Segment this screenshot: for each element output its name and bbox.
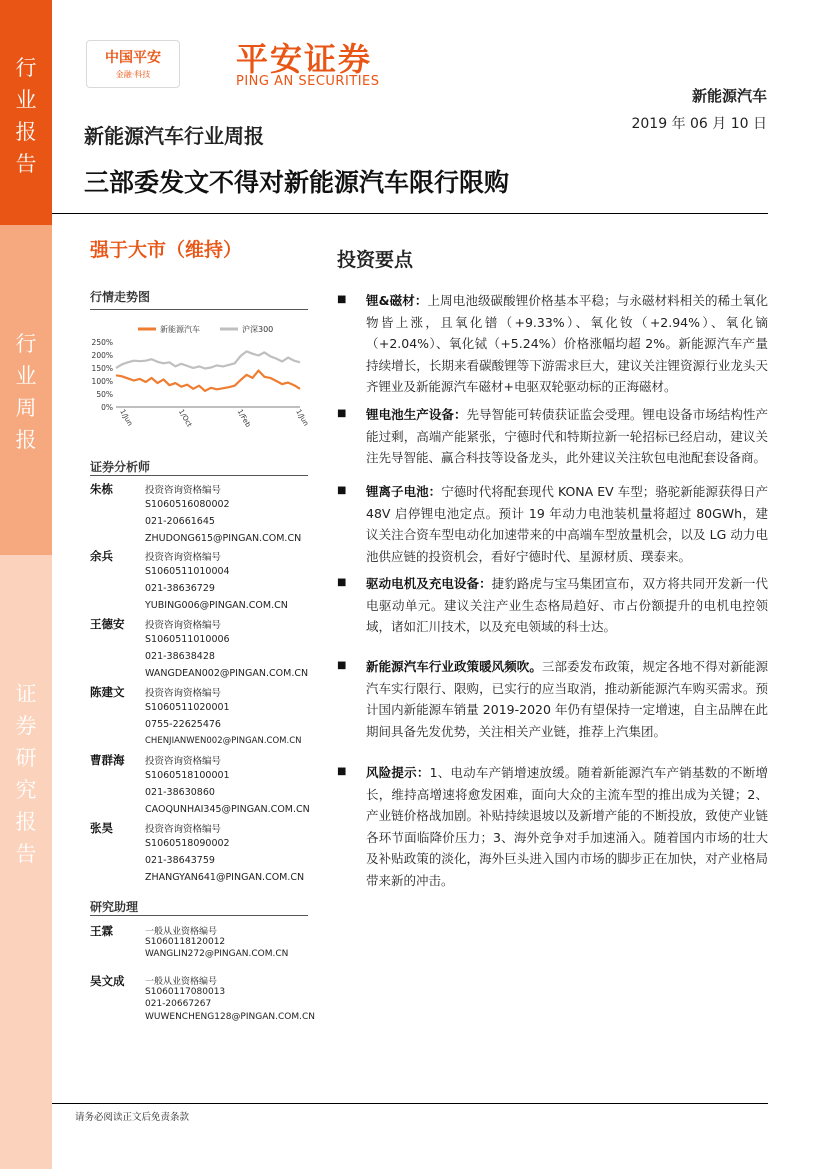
footer-disclaimer: 请务必阅读正文后免责条款	[75, 1112, 190, 1123]
bullet-icon: ■	[337, 766, 347, 777]
analyst-email: CAOQUNHAI345@PINGAN.COM.CN	[145, 804, 310, 815]
title-divider	[52, 213, 768, 214]
brand-name-en: PING AN SECURITIES	[236, 74, 380, 89]
page-title: 三部委发文不得对新能源汽车限行限购	[84, 168, 510, 197]
y-tick-label: 0%	[101, 403, 113, 412]
analyst-phone: 0755-22625476	[145, 719, 221, 730]
analyst-name: 陈建文	[90, 685, 125, 699]
analyst-email: ZHANGYAN641@PINGAN.COM.CN	[145, 872, 305, 883]
investment-point	[366, 404, 768, 469]
assistant-info-line: S1060118120012	[145, 936, 226, 947]
industry-tag: 新能源汽车	[691, 87, 767, 105]
analyst-name: 朱栋	[90, 482, 113, 496]
analyst-license-label: 投资咨询资格编号	[145, 688, 222, 699]
investment-point-text: 三部委发布政策，规定各地不得对新能源汽车实行限行、限购，已实行的应当取消，推动新能源汽车购买需求。预计国内新能源车销量 2019-2020 年仍有望保持一定增速，自主品牌在此期间具备先发优势，关注相关产业链，推荐上汽集团。	[366, 659, 768, 739]
analyst-email: WANGDEAN002@PINGAN.COM.CN	[145, 668, 309, 679]
y-tick-label: 150%	[91, 364, 113, 373]
report-type: 新能源汽车行业周报	[84, 124, 264, 148]
report-date: 2019 年 06 月 10 日	[631, 116, 767, 132]
analyst-license: S1060518100001	[145, 770, 230, 781]
analyst-phone: 021-38643759	[145, 855, 215, 866]
footer-divider	[52, 1103, 768, 1104]
rating: 强于大市（维持）	[90, 239, 243, 261]
market-chart-heading: 行情走势图	[90, 290, 151, 304]
analyst-email: ZHUDONG615@PINGAN.COM.CN	[145, 533, 302, 544]
divider	[90, 309, 308, 310]
analyst-license: S1060516080002	[145, 499, 230, 510]
assistant-info-line: 021-20667267	[145, 999, 212, 1009]
y-tick-label: 200%	[91, 351, 113, 360]
assistant-name: 王霖	[90, 924, 113, 938]
bullet-icon: ■	[337, 294, 347, 305]
analyst-license-label: 投资咨询资格编号	[145, 756, 222, 767]
assistant-info-line: 一般从业资格编号	[145, 927, 218, 937]
y-tick-label: 250%	[91, 338, 113, 347]
series-line	[116, 371, 300, 391]
analyst-name: 王德安	[90, 617, 125, 631]
y-tick-label: 100%	[91, 377, 113, 386]
pingan-logo	[86, 40, 180, 88]
investment-point	[366, 290, 768, 398]
analysts-heading: 证券分析师	[90, 460, 151, 474]
investment-point	[366, 573, 768, 638]
divider	[90, 915, 308, 916]
analyst-phone: 021-38630860	[145, 787, 215, 798]
analyst-license-label: 投资咨询资格编号	[145, 485, 222, 496]
analyst-email: YUBING006@PINGAN.COM.CN	[145, 600, 288, 611]
analyst-email: CHENJIANWEN002@PINGAN.COM.CN	[145, 736, 302, 746]
x-tick-label: 1/Oct	[176, 408, 194, 429]
bullet-icon: ■	[337, 660, 347, 671]
investment-point-label: 新能源汽车行业政策暖风频吹。	[366, 659, 542, 674]
analyst-name: 张昊	[90, 821, 113, 835]
investment-point-text: 上周电池级碳酸锂价格基本平稳；与永磁材料相关的稀土氧化物皆上涨，且氧化镨（+9.33%）、氧化钕（+2.94%）、氧化镝（+2.04%）、氧化铽（+5.24%）价格涨幅均超 2%。新能源汽车产量持续增长，长期来看碳酸锂等下游需求巨大，建议关注锂资源行业龙头天齐锂业及新能源汽车磁材+电驱双轮驱动标的正海磁材。	[366, 293, 768, 394]
analyst-license: S1060511020001	[145, 702, 230, 713]
divider	[90, 475, 308, 476]
x-tick-label: 1/Jun	[294, 408, 310, 428]
analyst-license-label: 投资咨询资格编号	[145, 552, 222, 563]
market-trend-chart	[86, 315, 310, 440]
analyst-license-label: 投资咨询资格编号	[145, 824, 222, 835]
legend-label: 新能源汽车	[160, 325, 200, 334]
sidebar-label-report: 行 业 报 告	[15, 56, 37, 176]
y-tick-label: 50%	[96, 390, 113, 399]
investment-point-label: 锂&磁材：	[366, 293, 428, 308]
assistant-name: 吴文成	[90, 974, 125, 988]
investment-point	[366, 762, 768, 891]
assistant-info-line: WUWENCHENG128@PINGAN.COM.CN	[145, 1011, 315, 1022]
investment-point-label: 锂电池生产设备：	[366, 407, 467, 422]
analyst-name: 曹群海	[90, 753, 125, 767]
sidebar-label-research: 证 券 研 究 报 告	[15, 682, 37, 866]
assistant-info-line: S1060117080013	[145, 986, 226, 997]
analyst-license: S1060518090002	[145, 838, 230, 849]
investment-point-text: 先导智能可转债获证监会受理。锂电设备市场结构性产能过剩，高端产能紧张，宁德时代和特斯拉新一轮招标已经启动，建议关注先导智能、赢合科技等设备龙头，此外建议关注软包电池配套设备商。	[366, 407, 768, 465]
analyst-phone: 021-38636729	[145, 583, 215, 594]
series-line	[116, 351, 300, 368]
analyst-license-label: 投资咨询资格编号	[145, 620, 222, 631]
legend-label: 沪深300	[242, 325, 274, 334]
investment-point-text: 1、电动车产销增速放缓。随着新能源汽车产销基数的不断增长，维持高增速将愈发困难，面向大众的主流车型的推出成为关键；2、产业链价格战加剧。补贴持续退坡以及新增产能的不断投放，致使产业链各环节面临降价压力；3、海外竞争对手加速涌入。随着国内市场的壮大及补贴政策的淡化，海外巨头进入国内市场的脚步正在加快，对产业格局带来新的冲击。	[366, 765, 768, 888]
analyst-license: S1060511010004	[145, 566, 230, 577]
assistant-info-line: WANGLIN272@PINGAN.COM.CN	[145, 949, 289, 959]
logo-sub-text: 金融·科技	[115, 70, 151, 79]
analyst-phone: 021-38638428	[145, 651, 215, 662]
analyst-phone: 021-20661645	[145, 516, 215, 527]
sidebar-label-weekly: 行 业 周 报	[15, 332, 37, 452]
bullet-icon: ■	[337, 577, 347, 588]
bullet-icon: ■	[337, 408, 347, 419]
investment-point-label: 风险提示：	[366, 765, 430, 780]
analyst-license: S1060511010006	[145, 634, 230, 645]
logo-main-text: 中国平安	[105, 50, 161, 66]
investment-point-label: 锂离子电池：	[366, 484, 442, 499]
investment-point	[366, 481, 768, 567]
investment-point-text: 捷豹路虎与宝马集团宣布，双方将共同开发新一代电驱动单元。建议关注产业生态格局趋好、市占份额提升的电机电控领域，诸如汇川技术，以及充电领域的科士达。	[366, 576, 768, 634]
assistant-info-line: 一般从业资格编号	[145, 977, 218, 987]
analyst-name: 余兵	[90, 549, 113, 563]
x-tick-label: 1/Jun	[118, 408, 135, 428]
investment-point	[366, 656, 768, 742]
bullet-icon: ■	[337, 485, 347, 496]
brand-name-cn: 平安证券	[236, 40, 373, 78]
investment-point-label: 驱动电机及充电设备：	[366, 576, 492, 591]
investment-point-text: 宁德时代将配套现代 KONA EV 车型；骆驼新能源获得日产 48V 启停锂电池定点。预计 19 年动力电池装机量将超过 80GWh，建议关注合资车型电动化加速带来的中高端车型放量机会，以及 LG 动力电池供应链的投资机会，看好宁德时代、星源材质、璞泰来。	[366, 484, 768, 564]
assistants-heading: 研究助理	[90, 900, 139, 914]
investment-heading: 投资要点	[337, 249, 414, 271]
x-tick-label: 1/Feb	[235, 408, 253, 429]
